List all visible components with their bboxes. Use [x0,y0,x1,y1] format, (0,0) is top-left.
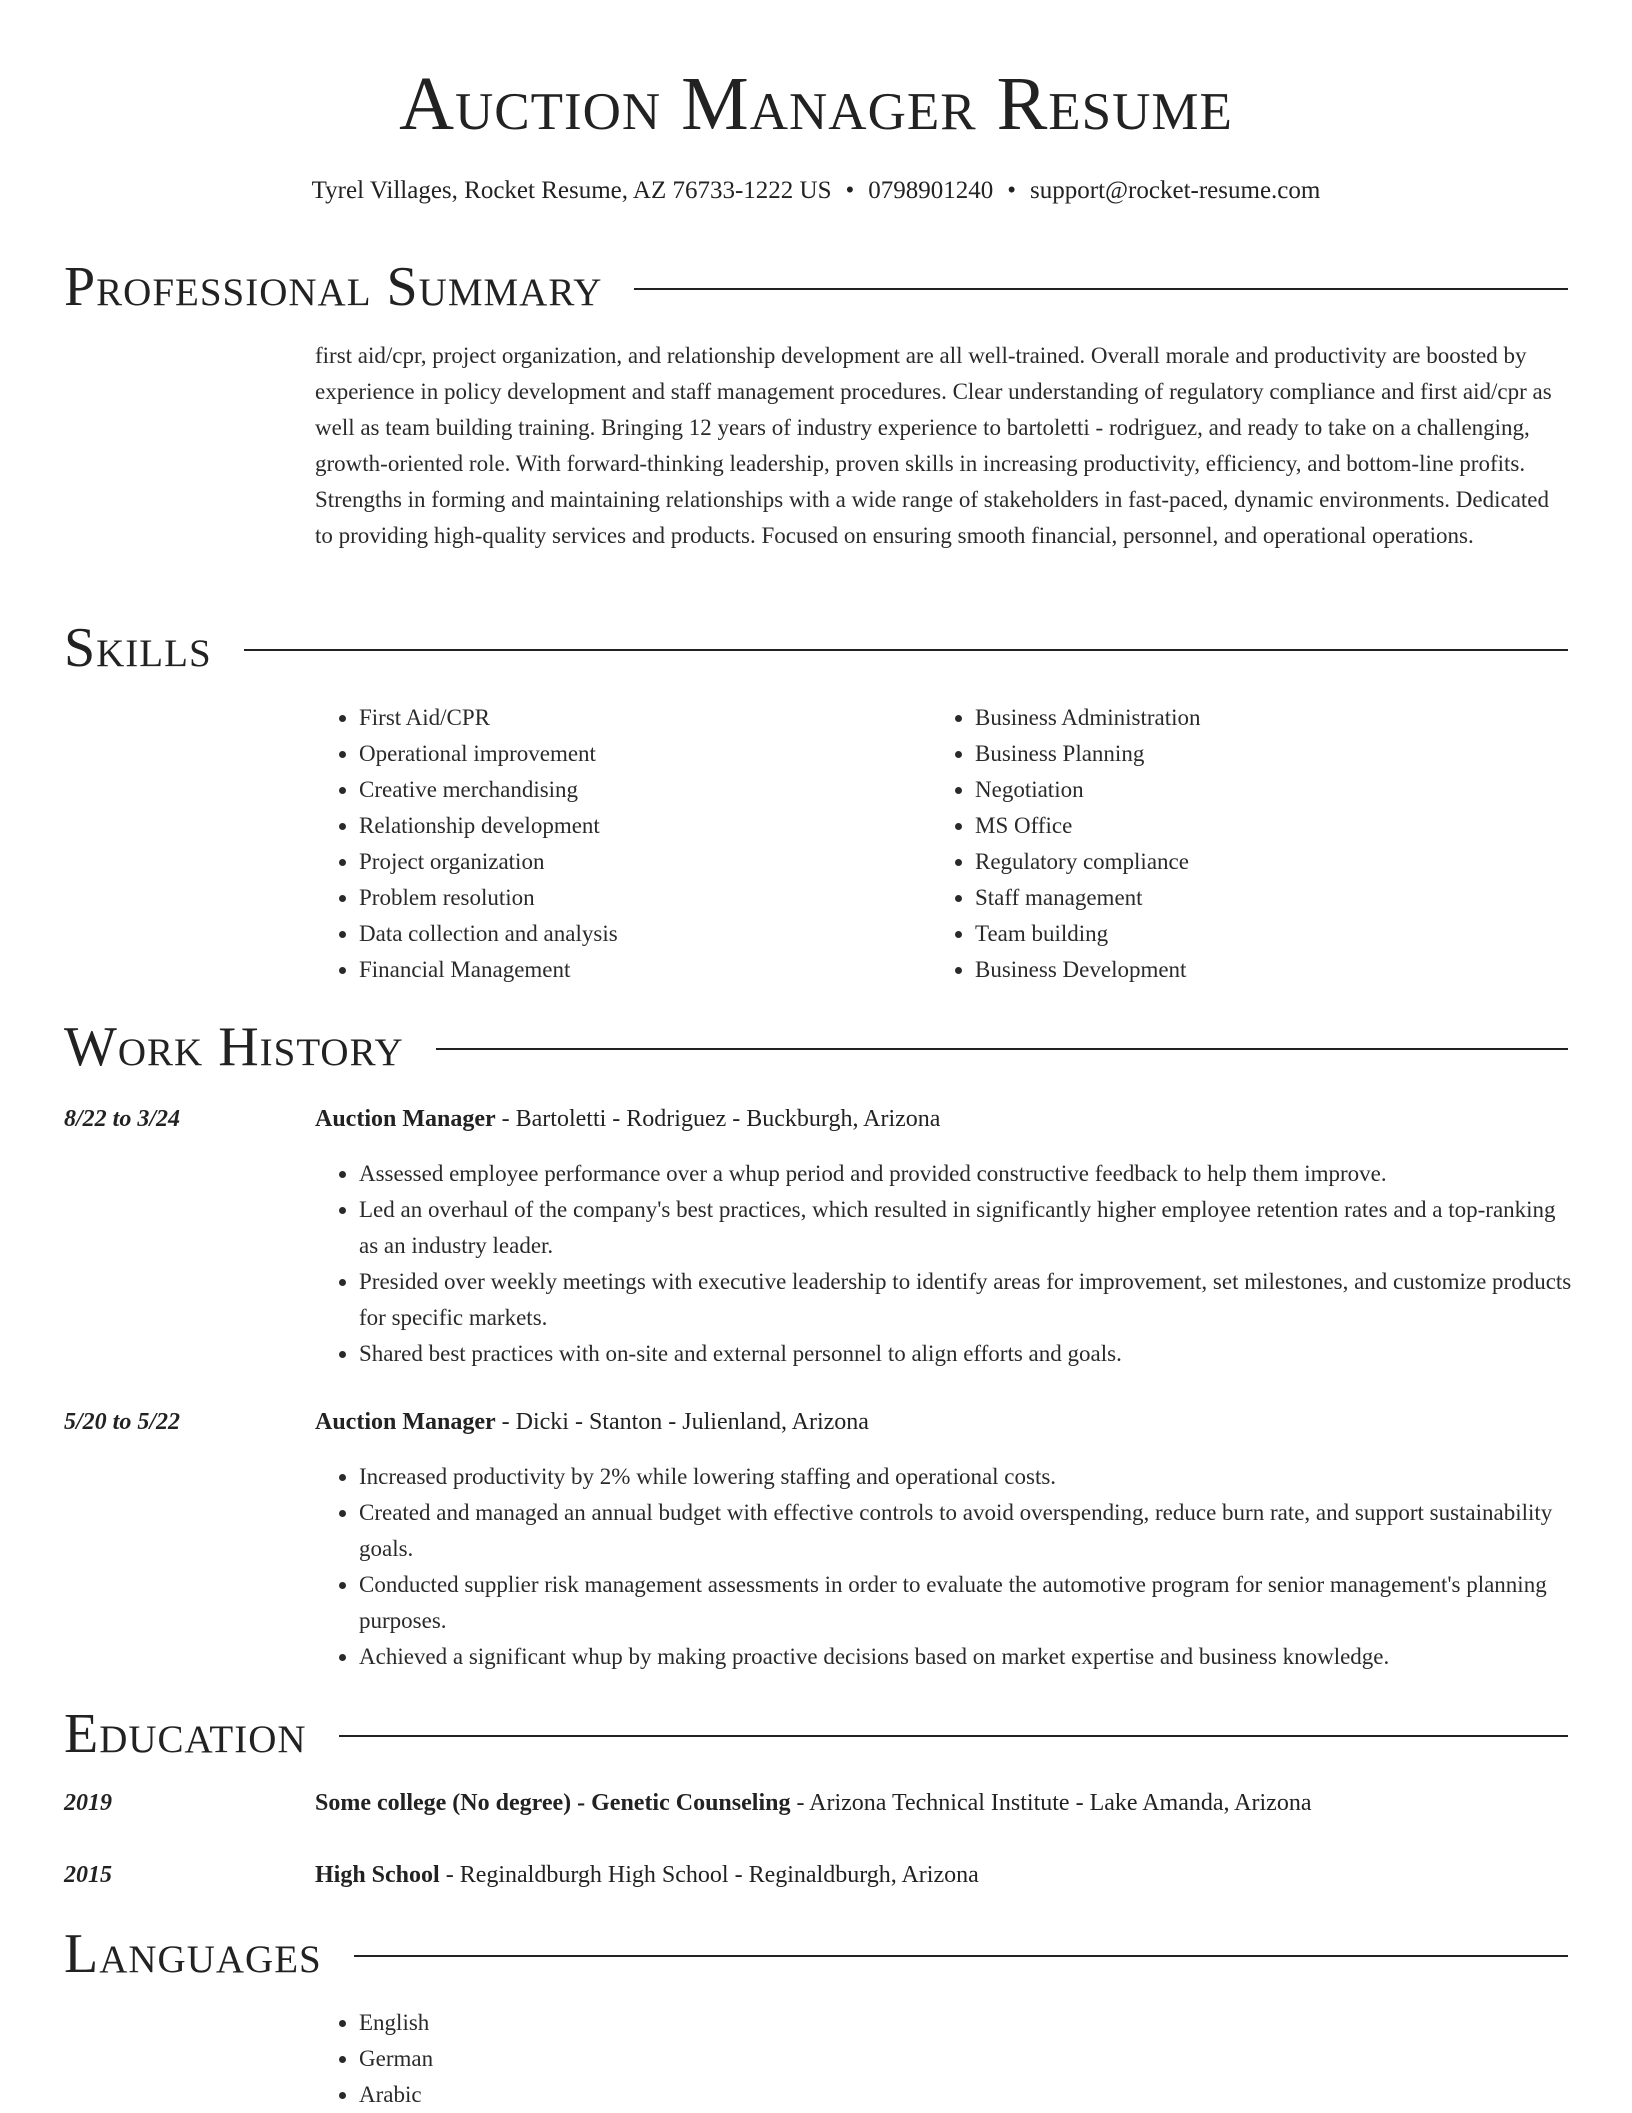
skills-list-right [931,700,1531,988]
skill-item: • Negotiation [975,772,1531,808]
skill-item: • MS Office [975,808,1531,844]
skill-item: • Business Development [975,952,1531,988]
education-year: 2015 [64,1862,112,1888]
section-header-education [64,1702,1568,1766]
section-divider [634,288,1568,290]
skill-item: • Staff management [975,880,1531,916]
skill-item: • Creative merchandising [359,772,915,808]
contact-line [0,176,1632,206]
job-title: Auction Manager [315,1106,496,1132]
job-bullet: • Presided over weekly meetings with executive leadership to identify areas for improvement, set milestones, and customize products for specific markets. [359,1264,1575,1336]
skill-item: • Business Administration [975,700,1531,736]
job-dates: 5/20 to 5/22 [64,1409,181,1435]
skills-column-left [315,700,915,988]
job-heading [315,1404,869,1440]
job-bullet-list [315,1459,1575,1675]
skill-item: • Team building [975,916,1531,952]
skill-item: • Problem resolution [359,880,915,916]
contact-separator: • [1007,177,1017,204]
section-title-education: Education [64,1703,307,1765]
section-title-skills: Skills [64,617,212,679]
education-school: - Arizona Technical Institute - Lake Amanda, Arizona [790,1790,1312,1816]
language-item: • German [359,2041,1575,2077]
job-title: Auction Manager [315,1409,496,1435]
skill-item: • Data collection and analysis [359,916,915,952]
languages-list [315,2005,1575,2113]
skill-item: • Project organization [359,844,915,880]
section-header-work [64,1015,1568,1079]
section-header-summary [64,255,1568,319]
skill-item: • Financial Management [359,952,915,988]
skill-item: • Operational improvement [359,736,915,772]
job-bullet: • Created and managed an annual budget with effective controls to avoid overspending, reduce burn rate, and support sustainability goals. [359,1495,1575,1567]
section-title-languages: Languages [64,1923,322,1985]
contact-separator: • [845,177,855,204]
education-degree: High School [315,1862,440,1888]
job-bullet: • Achieved a significant whup by making proactive decisions based on market expertise and business knowledge. [359,1639,1575,1675]
skills-column-right [931,700,1531,988]
job-bullet: • Increased productivity by 2% while lowering staffing and operational costs. [359,1459,1575,1495]
contact-email[interactable]: support@rocket-resume.com [1030,177,1321,204]
section-divider [354,1955,1568,1957]
education-year: 2019 [64,1790,112,1816]
section-divider [436,1048,1568,1050]
job-employer: - Bartoletti - Rodriguez - Buckburgh, Arizona [495,1106,941,1132]
language-item: • English [359,2005,1575,2041]
education-degree: Some college (No degree) - Genetic Counseling [315,1790,791,1816]
education-entry [315,1785,1311,1821]
job-bullet: • Shared best practices with on-site and external personnel to align efforts and goals. [359,1336,1575,1372]
skills-list-left [315,700,915,988]
section-title-summary: Professional Summary [64,256,603,318]
skill-item: • First Aid/CPR [359,700,915,736]
summary-text: first aid/cpr, project organization, and relationship development are all well-trained. Overall morale and productivity are boosted by experience in policy development and staff management procedures. Clear understanding of regulatory compliance and first aid/cpr as well as team building training. Bringing 12 years of industry experience to bartoletti - rodriguez, and ready to take on a challenging, growth-oriented role. With forward-thinking leadership, proven skills in increasing productivity, efficiency, and bottom-line profits. Strengths in forming and maintaining relationships with a wide range of stakeholders in fast-paced, dynamic environments. Dedicated to providing high-quality services and products. Focused on ensuring smooth financial, personnel, and operational operations. [315,343,1552,548]
education-entry [315,1857,979,1893]
skill-item: • Business Planning [975,736,1531,772]
section-divider [244,649,1568,651]
skill-item: • Relationship development [359,808,915,844]
job-bullet: • Conducted supplier risk management assessments in order to evaluate the automotive program for senior management's planning purposes. [359,1567,1575,1639]
section-title-work: Work History [64,1016,404,1078]
education-school: - Reginaldburgh High School - Reginaldburgh, Arizona [439,1862,979,1888]
section-divider [339,1735,1568,1737]
skill-item: • Regulatory compliance [975,844,1531,880]
language-item: • Arabic [359,2077,1575,2113]
contact-phone: 0798901240 [868,177,994,204]
job-details [315,1459,1575,1675]
section-header-languages [64,1922,1568,1986]
resume-title: Auction Manager Resume [399,62,1233,146]
contact-address: Tyrel Villages, Rocket Resume, AZ 76733-1222 US [311,177,832,204]
job-employer: - Dicki - Stanton - Julienland, Arizona [495,1409,869,1435]
languages-block [315,2005,1575,2113]
job-heading [315,1101,940,1137]
section-header-skills [64,616,1568,680]
job-bullet-list [315,1156,1575,1372]
job-bullet: • Assessed employee performance over a whup period and provided constructive feedback to help them improve. [359,1156,1575,1192]
job-bullet: • Led an overhaul of the company's best practices, which resulted in significantly higher employee retention rates and a top-ranking as an industry leader. [359,1192,1575,1264]
job-dates: 8/22 to 3/24 [64,1106,181,1132]
job-details [315,1156,1575,1372]
